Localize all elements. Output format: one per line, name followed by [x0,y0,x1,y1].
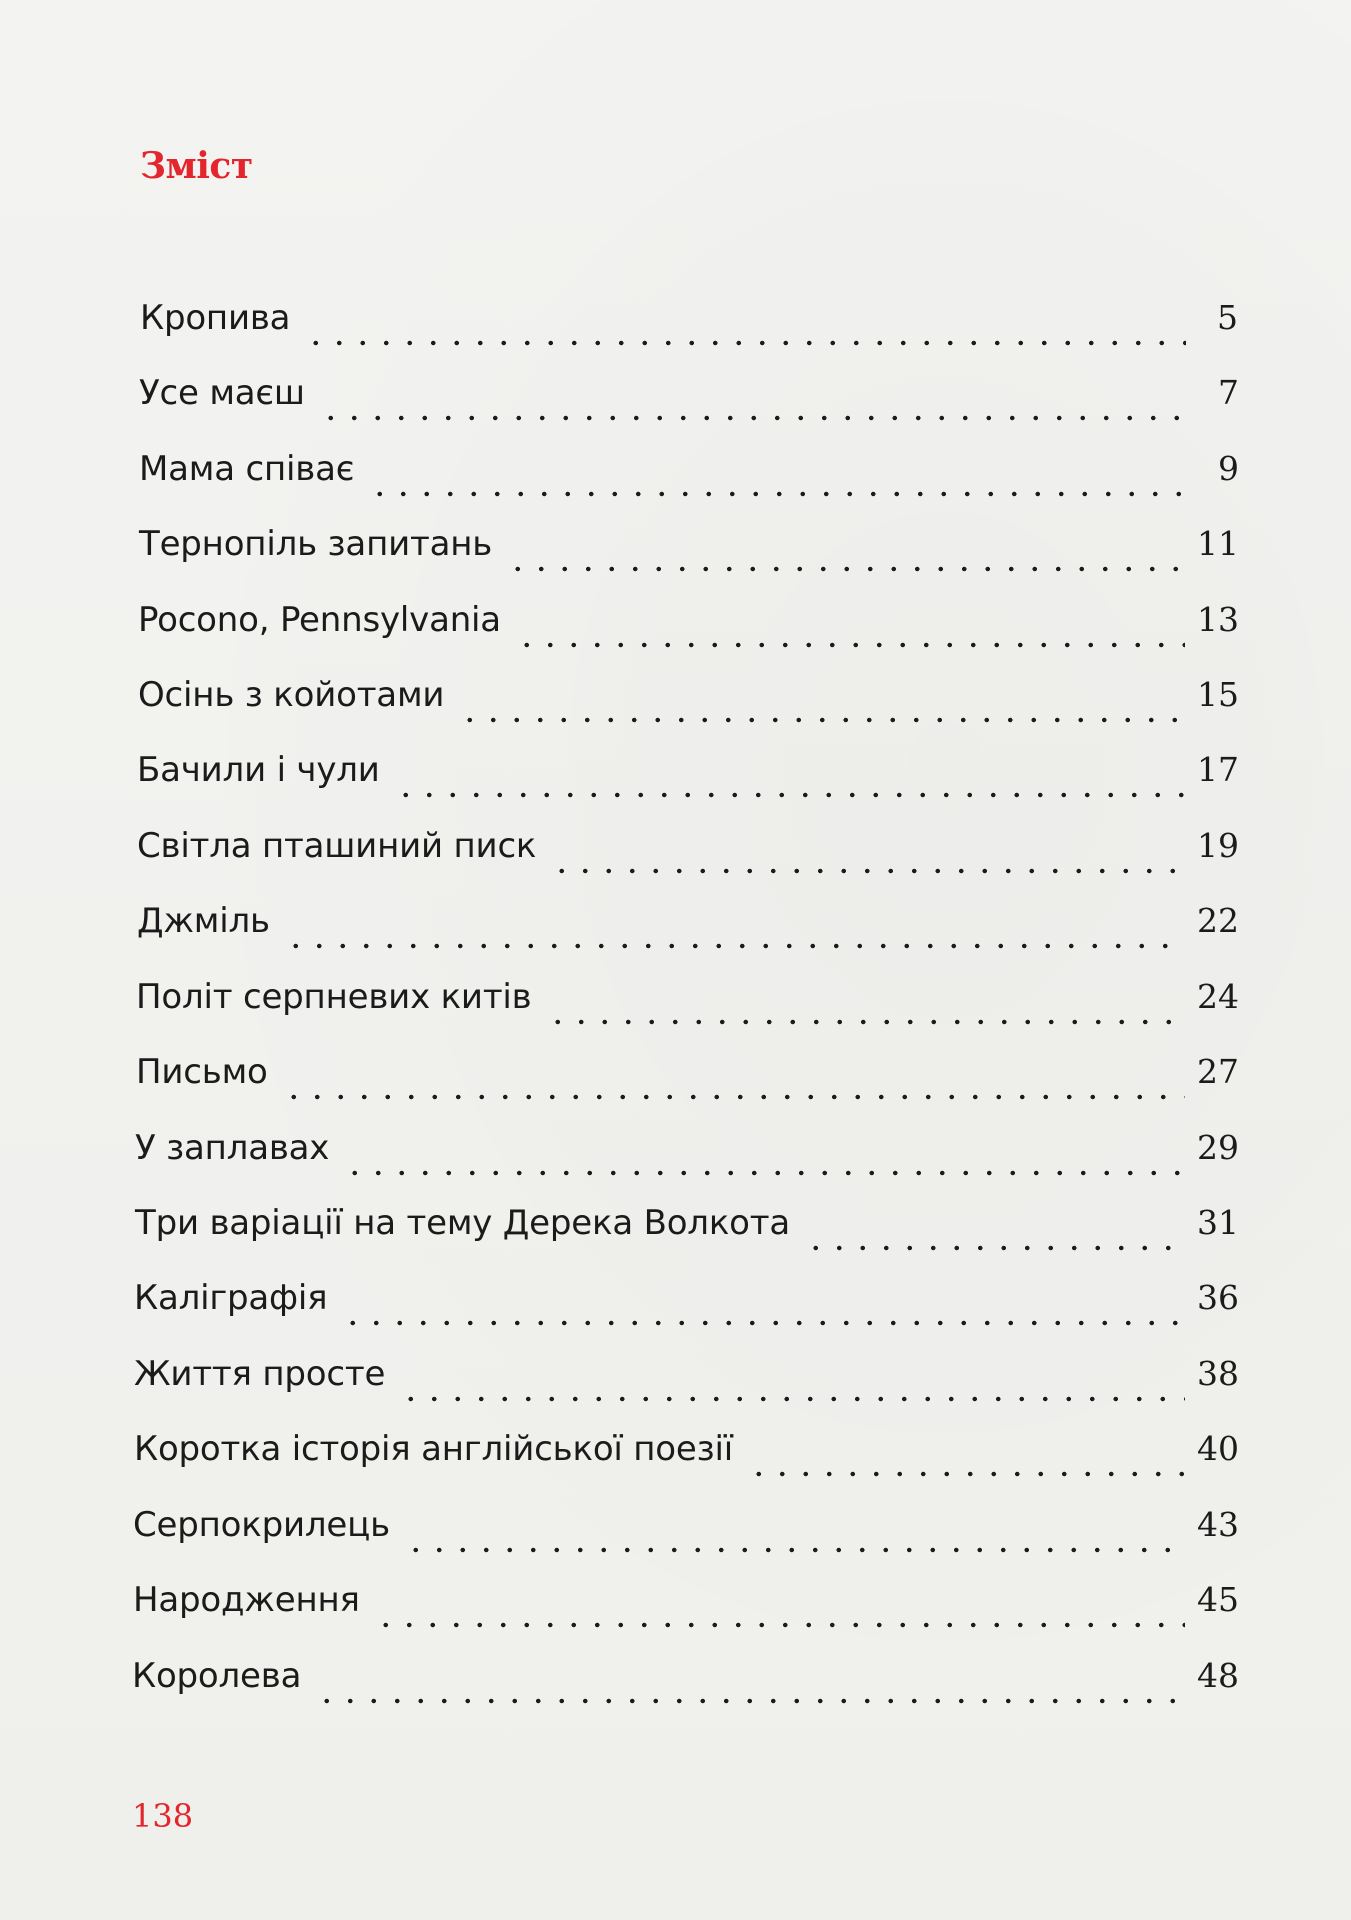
dot-leader [550,868,1185,874]
toc-entry-kalihrafiia [134,1278,1239,1338]
toc-entry-kropyva [140,298,1238,358]
dot-leader [394,792,1185,798]
toc-entry-title: Коротка історія англійської поезії [134,1429,733,1469]
toc-entry-polit-serpnevykh-kytiv [136,977,1239,1037]
toc-entry-title: Політ серпневих китів [136,977,532,1017]
toc-entry-page: 31 [1197,1203,1239,1242]
toc-entry-page: 40 [1197,1429,1239,1468]
toc-entry-osin-z-koyotamy [138,675,1239,735]
toc-entry-svitla-ptashynyi-pysk [137,826,1239,886]
dot-leader [399,1396,1185,1402]
toc-entry-use-mayesh [139,373,1239,433]
dot-leader [458,717,1185,723]
toc-entry-page: 19 [1197,826,1239,865]
page-title: Зміст [140,145,253,187]
toc-entry-title: Тернопіль запитань [139,524,493,564]
toc-entry-dzhmil [137,901,1239,961]
dot-leader [319,415,1187,421]
toc-entry-title: Кропива [140,298,291,338]
toc-entry-title: Світла пташиний писк [137,826,537,866]
dot-leader [341,1320,1185,1326]
dot-leader [747,1471,1185,1477]
toc-entry-title: Серпокрилець [133,1505,390,1545]
toc-entry-try-variatsii [135,1203,1239,1263]
toc-entry-bachyly-i-chuly [137,750,1239,810]
toc-entry-page: 15 [1197,675,1239,714]
page-number: 138 [132,1797,194,1835]
toc-entry-page: 22 [1197,901,1239,940]
toc-entry-page: 43 [1197,1505,1239,1544]
toc-entry-serpokrylets [133,1505,1239,1565]
toc-entry-title: Каліграфія [134,1278,328,1318]
toc-entry-title: Життя просте [134,1354,386,1394]
toc-entry-page: 29 [1197,1128,1239,1167]
toc-entry-title: Мама співає [139,449,355,489]
toc-entry-koroleva [132,1656,1239,1716]
dot-leader [374,1622,1185,1628]
toc-entry-page: 24 [1197,977,1239,1016]
toc-entry-narodzhennia [133,1580,1239,1640]
toc-entry-page: 17 [1197,750,1239,789]
dot-leader [546,1019,1185,1025]
dot-leader [804,1245,1185,1251]
toc-entry-title: Письмо [136,1052,268,1092]
toc-entry-pysmo [136,1052,1239,1112]
toc-entry-page: 45 [1197,1580,1239,1619]
dot-leader [304,340,1186,346]
toc-entry-page: 13 [1197,600,1239,639]
toc-entry-title: Джміль [137,901,270,941]
toc-entry-title: Pocono, Pennsylvania [138,600,501,640]
toc-entry-page: 38 [1197,1354,1239,1393]
toc-entry-title: Три варіації на тему Дерека Волкота [135,1203,791,1243]
toc-entry-title: У заплавах [135,1128,330,1168]
dot-leader [506,566,1185,572]
dot-leader [284,943,1185,949]
dot-leader [282,1094,1185,1100]
toc-entry-page: 48 [1197,1656,1239,1695]
dot-leader [404,1547,1185,1553]
toc-entry-page: 36 [1197,1278,1239,1317]
dot-leader [368,491,1187,497]
dot-leader [515,642,1185,648]
toc-entry-title: Осінь з койотами [138,675,445,715]
toc-entry-korotka-istoriia [134,1429,1239,1489]
toc-entry-u-zaplavakh [135,1128,1239,1188]
toc-entry-mama-spivaye [139,449,1239,509]
toc-entry-page: 7 [1218,373,1239,412]
toc-entry-page: 9 [1218,449,1239,488]
dot-leader [343,1170,1185,1176]
toc-entry-title: Усе маєш [139,373,305,413]
toc-entry-zhyttia-proste [134,1354,1239,1414]
toc-entry-ternopil-zapytan [139,524,1239,584]
toc-entry-title: Королева [132,1656,302,1696]
toc-entry-page: 27 [1197,1052,1239,1091]
toc-entry-page: 11 [1197,524,1239,563]
toc-entry-title: Бачили і чули [137,750,380,790]
dot-leader [315,1698,1185,1704]
toc-entry-pocono-pennsylvania [138,600,1239,660]
toc-entry-page: 5 [1217,298,1238,337]
toc-entry-title: Народження [133,1580,360,1620]
